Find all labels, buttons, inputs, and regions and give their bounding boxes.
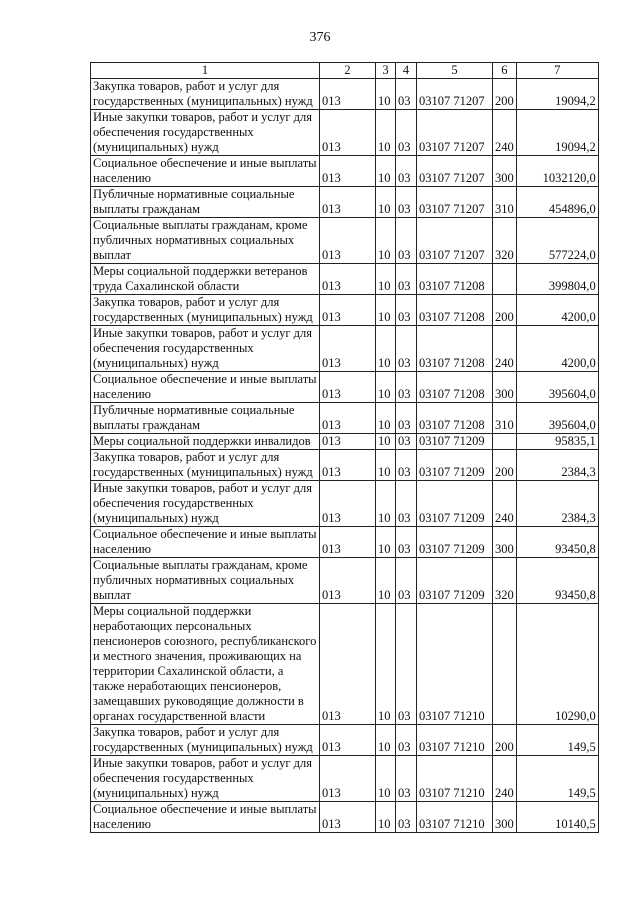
table-row — [91, 372, 599, 403]
section-code-cell: 10 — [376, 372, 396, 403]
table-row — [91, 326, 599, 372]
table-row — [91, 264, 599, 295]
section-code-cell: 10 — [376, 604, 396, 725]
amount-cell: 93450,8 — [516, 527, 598, 558]
expense-type-cell: 200 — [493, 450, 517, 481]
target-article-cell: 03107 71208 — [417, 403, 493, 434]
ministry-code-cell: 013 — [320, 725, 376, 756]
target-article-cell: 03107 71209 — [417, 450, 493, 481]
expense-type-cell: 240 — [493, 756, 517, 802]
expense-type-cell: 320 — [493, 558, 517, 604]
target-article-cell: 03107 71209 — [417, 558, 493, 604]
amount-cell: 577224,0 — [516, 218, 598, 264]
amount-cell: 19094,2 — [516, 110, 598, 156]
target-article-cell: 03107 71208 — [417, 264, 493, 295]
expense-type-cell: 310 — [493, 187, 517, 218]
subsection-code-cell: 03 — [396, 604, 417, 725]
table-row — [91, 156, 599, 187]
section-code-cell: 10 — [376, 403, 396, 434]
expense-name-cell: Закупка товаров, работ и услуг для государственных (муниципальных) нужд — [91, 295, 320, 326]
table-row — [91, 218, 599, 264]
expense-name-cell: Меры социальной поддержки инвалидов — [91, 434, 320, 450]
section-code-cell: 10 — [376, 725, 396, 756]
expense-type-cell — [493, 434, 517, 450]
table-row — [91, 434, 599, 450]
amount-cell: 1032120,0 — [516, 156, 598, 187]
section-code-cell: 10 — [376, 295, 396, 326]
target-article-cell: 03107 71207 — [417, 110, 493, 156]
expense-type-cell — [493, 264, 517, 295]
expense-name-cell: Меры социальной поддержки ветеранов труда Сахалинской области — [91, 264, 320, 295]
subsection-code-cell: 03 — [396, 725, 417, 756]
table-row — [91, 802, 599, 833]
target-article-cell: 03107 71210 — [417, 802, 493, 833]
section-code-cell: 10 — [376, 434, 396, 450]
section-code-cell: 10 — [376, 802, 396, 833]
target-article-cell: 03107 71209 — [417, 527, 493, 558]
table-row — [91, 403, 599, 434]
expense-name-cell: Социальное обеспечение и иные выплаты населению — [91, 372, 320, 403]
target-article-cell: 03107 71210 — [417, 725, 493, 756]
subsection-code-cell: 03 — [396, 372, 417, 403]
subsection-code-cell: 03 — [396, 264, 417, 295]
subsection-code-cell: 03 — [396, 802, 417, 833]
ministry-code-cell: 013 — [320, 156, 376, 187]
table-row — [91, 725, 599, 756]
expense-name-cell: Социальное обеспечение и иные выплаты населению — [91, 156, 320, 187]
ministry-code-cell: 013 — [320, 604, 376, 725]
header-cell: 2 — [320, 63, 376, 79]
ministry-code-cell: 013 — [320, 218, 376, 264]
ministry-code-cell: 013 — [320, 527, 376, 558]
section-code-cell: 10 — [376, 218, 396, 264]
table-row — [91, 110, 599, 156]
expense-type-cell: 200 — [493, 295, 517, 326]
amount-cell: 4200,0 — [516, 326, 598, 372]
amount-cell: 2384,3 — [516, 481, 598, 527]
table-body — [91, 63, 599, 833]
ministry-code-cell: 013 — [320, 264, 376, 295]
ministry-code-cell: 013 — [320, 295, 376, 326]
expense-type-cell: 300 — [493, 527, 517, 558]
expense-type-cell — [493, 604, 517, 725]
section-code-cell: 10 — [376, 326, 396, 372]
ministry-code-cell: 013 — [320, 79, 376, 110]
ministry-code-cell: 013 — [320, 481, 376, 527]
target-article-cell: 03107 71209 — [417, 434, 493, 450]
ministry-code-cell: 013 — [320, 110, 376, 156]
target-article-cell: 03107 71207 — [417, 218, 493, 264]
subsection-code-cell: 03 — [396, 295, 417, 326]
table-row — [91, 527, 599, 558]
expense-name-cell: Социальные выплаты гражданам, кроме публичных нормативных социальных выплат — [91, 218, 320, 264]
subsection-code-cell: 03 — [396, 218, 417, 264]
amount-cell: 2384,3 — [516, 450, 598, 481]
target-article-cell: 03107 71208 — [417, 326, 493, 372]
expense-type-cell: 200 — [493, 79, 517, 110]
table-row — [91, 558, 599, 604]
header-cell: 5 — [417, 63, 493, 79]
section-code-cell: 10 — [376, 79, 396, 110]
expense-name-cell: Иные закупки товаров, работ и услуг для обеспечения государственных (муниципальных) нужд — [91, 110, 320, 156]
expense-type-cell: 200 — [493, 725, 517, 756]
ministry-code-cell: 013 — [320, 403, 376, 434]
table-row — [91, 187, 599, 218]
expense-type-cell: 320 — [493, 218, 517, 264]
ministry-code-cell: 013 — [320, 372, 376, 403]
amount-cell: 93450,8 — [516, 558, 598, 604]
ministry-code-cell: 013 — [320, 756, 376, 802]
subsection-code-cell: 03 — [396, 403, 417, 434]
target-article-cell: 03107 71210 — [417, 604, 493, 725]
amount-cell: 19094,2 — [516, 79, 598, 110]
ministry-code-cell: 013 — [320, 434, 376, 450]
header-cell: 1 — [91, 63, 320, 79]
table-row — [91, 481, 599, 527]
target-article-cell: 03107 71208 — [417, 295, 493, 326]
section-code-cell: 10 — [376, 558, 396, 604]
expense-name-cell: Меры социальной поддержки неработающих персональных пенсионеров союзного, республиканского и местного значения, проживающих на территории Сахалинской области, а также неработающих пенсионеров, замещавших руководящие должности в органах государственной власти — [91, 604, 320, 725]
expense-name-cell: Иные закупки товаров, работ и услуг для обеспечения государственных (муниципальных) нужд — [91, 326, 320, 372]
ministry-code-cell: 013 — [320, 802, 376, 833]
section-code-cell: 10 — [376, 110, 396, 156]
amount-cell: 10140,5 — [516, 802, 598, 833]
expense-name-cell: Закупка товаров, работ и услуг для государственных (муниципальных) нужд — [91, 79, 320, 110]
subsection-code-cell: 03 — [396, 756, 417, 802]
expense-name-cell: Социальное обеспечение и иные выплаты населению — [91, 802, 320, 833]
section-code-cell: 10 — [376, 481, 396, 527]
subsection-code-cell: 03 — [396, 450, 417, 481]
expense-name-cell: Публичные нормативные социальные выплаты гражданам — [91, 403, 320, 434]
expense-name-cell: Социальные выплаты гражданам, кроме публичных нормативных социальных выплат — [91, 558, 320, 604]
subsection-code-cell: 03 — [396, 156, 417, 187]
subsection-code-cell: 03 — [396, 187, 417, 218]
expense-name-cell: Закупка товаров, работ и услуг для государственных (муниципальных) нужд — [91, 450, 320, 481]
expense-name-cell: Публичные нормативные социальные выплаты гражданам — [91, 187, 320, 218]
amount-cell: 4200,0 — [516, 295, 598, 326]
section-code-cell: 10 — [376, 527, 396, 558]
ministry-code-cell: 013 — [320, 450, 376, 481]
expense-type-cell: 310 — [493, 403, 517, 434]
subsection-code-cell: 03 — [396, 434, 417, 450]
target-article-cell: 03107 71209 — [417, 481, 493, 527]
expense-name-cell: Иные закупки товаров, работ и услуг для обеспечения государственных (муниципальных) нужд — [91, 756, 320, 802]
target-article-cell: 03107 71207 — [417, 79, 493, 110]
table-row — [91, 295, 599, 326]
subsection-code-cell: 03 — [396, 558, 417, 604]
expense-type-cell: 300 — [493, 372, 517, 403]
table-row — [91, 450, 599, 481]
expense-name-cell: Иные закупки товаров, работ и услуг для обеспечения государственных (муниципальных) нужд — [91, 481, 320, 527]
expense-type-cell: 300 — [493, 802, 517, 833]
expense-name-cell: Социальное обеспечение и иные выплаты населению — [91, 527, 320, 558]
section-code-cell: 10 — [376, 187, 396, 218]
target-article-cell: 03107 71210 — [417, 756, 493, 802]
subsection-code-cell: 03 — [396, 110, 417, 156]
section-code-cell: 10 — [376, 450, 396, 481]
header-cell: 6 — [493, 63, 517, 79]
amount-cell: 10290,0 — [516, 604, 598, 725]
subsection-code-cell: 03 — [396, 527, 417, 558]
header-row — [91, 63, 599, 79]
subsection-code-cell: 03 — [396, 326, 417, 372]
section-code-cell: 10 — [376, 756, 396, 802]
amount-cell: 149,5 — [516, 756, 598, 802]
budget-table — [90, 62, 599, 833]
ministry-code-cell: 013 — [320, 187, 376, 218]
expense-type-cell: 240 — [493, 481, 517, 527]
target-article-cell: 03107 71207 — [417, 156, 493, 187]
ministry-code-cell: 013 — [320, 558, 376, 604]
amount-cell: 149,5 — [516, 725, 598, 756]
target-article-cell: 03107 71207 — [417, 187, 493, 218]
amount-cell: 395604,0 — [516, 372, 598, 403]
header-cell: 7 — [516, 63, 598, 79]
section-code-cell: 10 — [376, 264, 396, 295]
header-cell: 3 — [376, 63, 396, 79]
page-number: 376 — [309, 30, 331, 45]
expense-type-cell: 300 — [493, 156, 517, 187]
amount-cell: 399804,0 — [516, 264, 598, 295]
amount-cell: 395604,0 — [516, 403, 598, 434]
expense-type-cell: 240 — [493, 110, 517, 156]
subsection-code-cell: 03 — [396, 79, 417, 110]
header-cell: 4 — [396, 63, 417, 79]
ministry-code-cell: 013 — [320, 326, 376, 372]
table-row — [91, 604, 599, 725]
amount-cell: 454896,0 — [516, 187, 598, 218]
section-code-cell: 10 — [376, 156, 396, 187]
amount-cell: 95835,1 — [516, 434, 598, 450]
expense-type-cell: 240 — [493, 326, 517, 372]
table-row — [91, 79, 599, 110]
table-row — [91, 756, 599, 802]
subsection-code-cell: 03 — [396, 481, 417, 527]
target-article-cell: 03107 71208 — [417, 372, 493, 403]
expense-name-cell: Закупка товаров, работ и услуг для государственных (муниципальных) нужд — [91, 725, 320, 756]
